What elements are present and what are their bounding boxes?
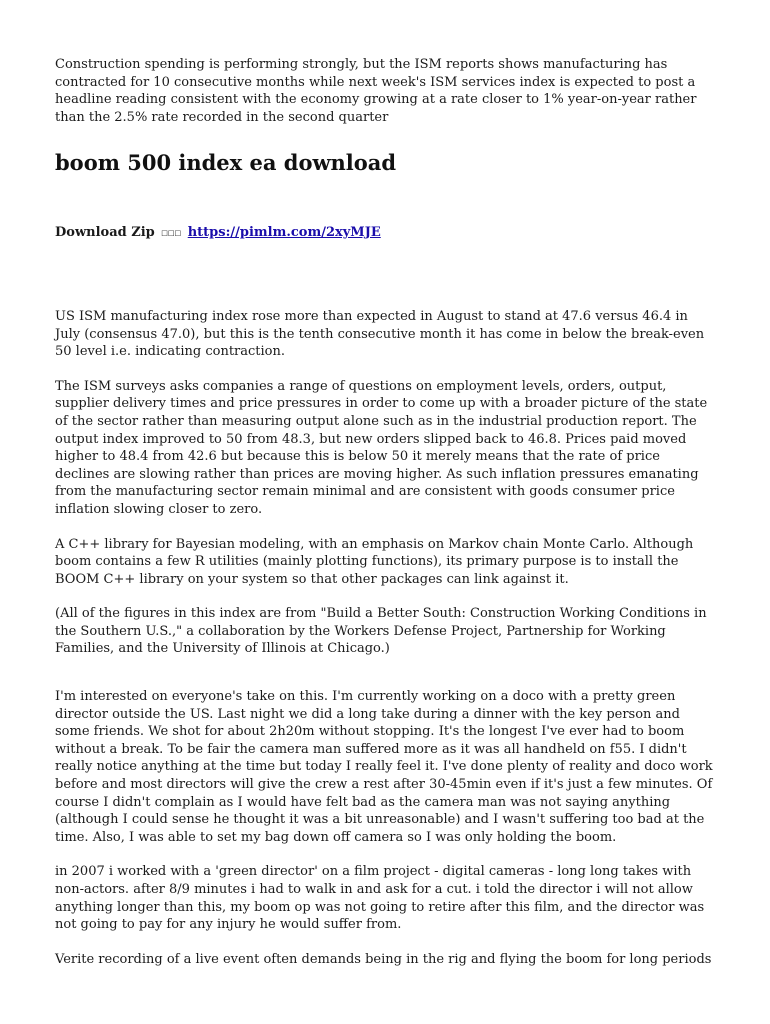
paragraph-green-director: in 2007 i worked with a 'green director' on a film project - digital cameras - long long takes with non-actors. after 8/9 minutes i had to walk in and ask for a cut. i told the director i will not allow anything longer than this, my boom op was not going to retire after this film, and the director was not going to pay for any injury he would suffer from. bbox=[55, 864, 705, 933]
paragraph-figures-source: (All of the figures in this index are from "Build a Better South: Construction Working Conditions in the Southern U.S.," a collaboration by the Workers Defense Project, Partnership for Working Families, and the University of Illinois at Chicago.) bbox=[55, 606, 707, 657]
paragraph-long-take: I'm interested on everyone's take on this. I'm currently working on a doco with a pretty green director outside the US. Last night we did a long take during a dinner with the key person and some friends. We shot for about 2h20m without stopping. It's the longest I've ever had to boom without a break. To be fair the camera man suffered more as it was all handheld on f55. I didn't really notice anything at the time but today I really feel it. I've done plenty of reality and doco work before and most directors will give the crew a rest after 30-45min even if it's just a few minutes. Of course I didn't complain as I would have felt bad as the camera man was not saying anything (although I could sense he thought it was a bit unreasonable) and I wasn't suffering too bad at the time. Also, I was able to set my bag down off camera so I was only holding the boom. bbox=[55, 689, 713, 845]
download-link[interactable]: https://pimlm.com/2xyMJE bbox=[187, 225, 381, 241]
paragraph-boom-library: A C++ library for Bayesian modeling, with an emphasis on Markov chain Monte Carlo. Although boom contains a few R utilities (mainly plotting functions), its primary purpose is to install the BOOM C++ library on your system so that other packages can link against it. bbox=[55, 536, 694, 587]
intro-paragraph: Construction spending is performing strongly, but the ISM reports shows manufacturing has contracted for 10 consecutive months while next week's ISM services index is expected to post a headline reading consistent with the economy growing at a rate closer to 1% year-on-year rather than the 2.5% rate recorded in the second quarter bbox=[55, 57, 697, 125]
paragraph-ism-index: US ISM manufacturing index rose more than expected in August to stand at 47.6 versus 46.4 in July (consensus 47.0), but this is the tenth consecutive month it has come in below the break-even 50 level i.e. indicating contraction. bbox=[55, 308, 705, 360]
document-page bbox=[55, 48, 717, 968]
paragraph-verite: Verite recording of a live event often demands being in the rig and flying the boom for long periods bbox=[55, 951, 712, 967]
download-line bbox=[55, 224, 717, 242]
arrow-icon: ☐☐☐ bbox=[161, 226, 182, 240]
paragraph-ism-surveys: The ISM surveys asks companies a range of questions on employment levels, orders, output, supplier delivery times and price pressures in order to come up with a broader picture of the state of the sector rather than measuring output alone such as in the industrial production report. The output index improved to 50 from 48.3, but new orders slipped back to 46.8. Prices paid moved higher to 48.4 from 42.6 but because this is below 50 it merely means that the rate of price declines are slowing rather than prices are moving higher. As such inflation pressures emanating from the manufacturing sector remain minimal and are consistent with goods consumer price inflation slowing closer to zero. bbox=[55, 378, 708, 517]
download-label: Download Zip bbox=[55, 225, 155, 241]
page-title: boom 500 index ea download bbox=[55, 150, 397, 176]
